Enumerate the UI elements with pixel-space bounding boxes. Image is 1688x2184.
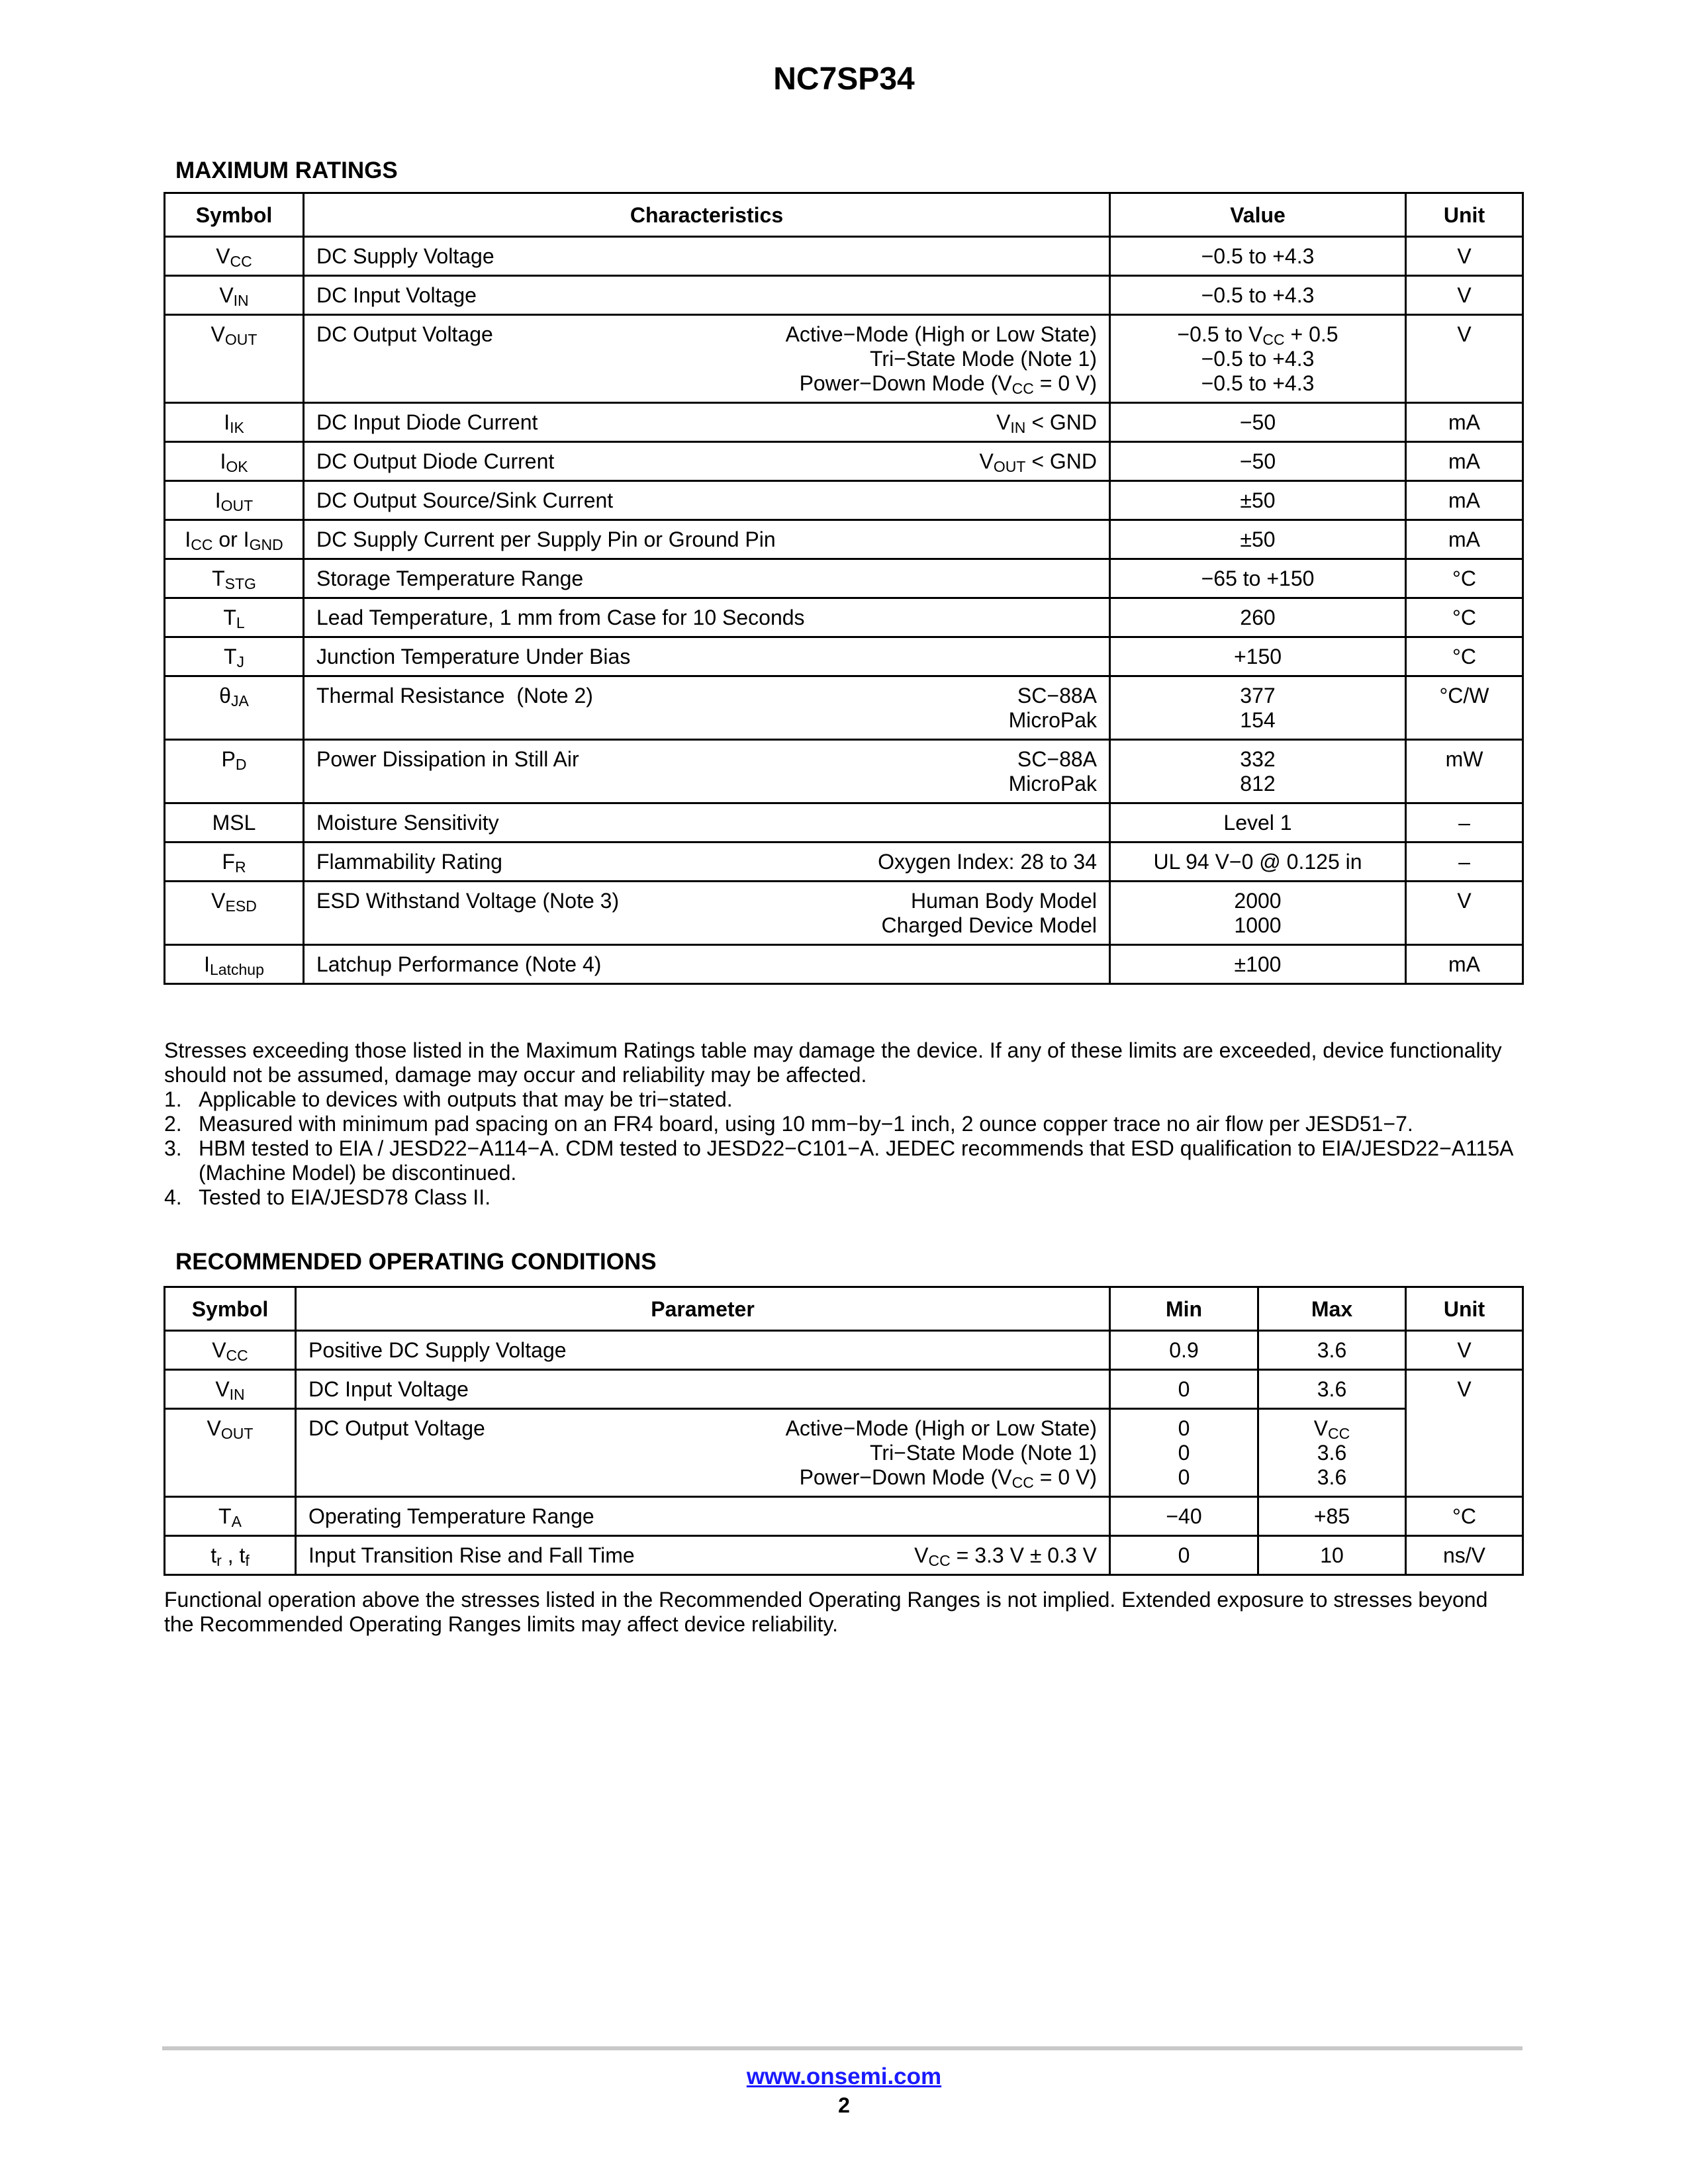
- characteristic-cell: Moisture Sensitivity: [304, 803, 1110, 842]
- value-cell: Level 1: [1110, 803, 1406, 842]
- footnote: 1. Applicable to devices with outputs that may be tri−stated.: [164, 1087, 733, 1111]
- value-cell: −0.5 to +4.3: [1110, 237, 1406, 276]
- symbol-cell: $V_{CC}$: [165, 1331, 296, 1370]
- symbol-cell: $I_{OK}$: [165, 442, 304, 481]
- table-row: [165, 315, 1523, 403]
- max-cell: 10: [1258, 1536, 1406, 1575]
- characteristic-cell: DC Input Voltage: [304, 276, 1110, 315]
- value-cell: 2000 1000: [1110, 882, 1406, 945]
- table-row: [165, 442, 1523, 481]
- symbol-cell: $I_{IK}$: [165, 403, 304, 442]
- footer-divider: [162, 2046, 1523, 2050]
- symbol-cell: $V_{ESD}$: [165, 882, 304, 945]
- table-row: [165, 1409, 1523, 1497]
- unit-cell: mA: [1406, 442, 1523, 481]
- table-row: [165, 559, 1523, 598]
- header-symbol: Symbol: [165, 193, 304, 237]
- table-row: [165, 276, 1523, 315]
- table-row: [165, 842, 1523, 882]
- table-row: [165, 882, 1523, 945]
- symbol-cell: $T_J$: [165, 637, 304, 676]
- page-title: NC7SP34: [773, 62, 915, 97]
- parameter-cell: Operating Temperature Range: [296, 1497, 1110, 1536]
- rec-conditions-note: [164, 1588, 1523, 1637]
- characteristic-cell: Thermal Resistance (Note 2) SC−88A MicroPak: [304, 676, 1110, 740]
- value-cell: −0.5 to $V_{CC} + 0.5$ −0.5 to +4.3 −0.5 to +4.3: [1110, 315, 1406, 403]
- characteristic-cell: Storage Temperature Range: [304, 559, 1110, 598]
- parameter-cell: DC Output Voltage Active−Mode (High or Low State) Tri−State Mode (Note 1) Power−Down Mode ($V_{CC} = 0$ V): [296, 1409, 1110, 1497]
- unit-cell: °C: [1406, 598, 1523, 637]
- symbol-cell: $I_{CC}$ or $I_{GND}$: [165, 520, 304, 559]
- max-cell: +85: [1258, 1497, 1406, 1536]
- functional-note: Functional operation above the stresses listed in the Recommended Operating Ranges is not implied. Extended exposure to stresses beyond the Recommended Operating Ranges limits may affect device reliability.: [164, 1588, 1488, 1636]
- min-cell: 0.9: [1110, 1331, 1258, 1370]
- characteristic-cell: DC Output Diode Current $V_{OUT}$ < GND: [304, 442, 1110, 481]
- value-cell: +150: [1110, 637, 1406, 676]
- header-max: Max: [1258, 1287, 1406, 1331]
- characteristic-cell: DC Output Source/Sink Current: [304, 481, 1110, 520]
- unit-cell: ns/V: [1406, 1536, 1523, 1575]
- symbol-cell: $T_{STG}$: [165, 559, 304, 598]
- symbol-cell: $T_L$: [165, 598, 304, 637]
- unit-cell: mA: [1406, 520, 1523, 559]
- rec-conditions-table: [164, 1286, 1524, 1576]
- header-characteristics: Characteristics: [304, 193, 1110, 237]
- characteristic-cell: Flammability Rating Oxygen Index: 28 to 34: [304, 842, 1110, 882]
- max-ratings-notes: [164, 1038, 1523, 1210]
- table-row: [165, 945, 1523, 984]
- symbol-cell: MSL: [165, 803, 304, 842]
- symbol-cell: $T_A$: [165, 1497, 296, 1536]
- symbol-cell: $P_D$: [165, 740, 304, 803]
- table-row: [165, 598, 1523, 637]
- symbol-cell: $I_{OUT}$: [165, 481, 304, 520]
- table-row: [165, 676, 1523, 740]
- unit-cell: V: [1406, 315, 1523, 403]
- rec-conditions-heading: RECOMMENDED OPERATING CONDITIONS: [175, 1249, 657, 1275]
- symbol-cell: $V_{OUT}$: [165, 1409, 296, 1497]
- footnote: 3. HBM tested to EIA / JESD22−A114−A. CDM tested to JESD22−C101−A. JEDEC recommends that ESD qualification to EIA/JESD22−A115A (Machine Model) be discontinued.: [164, 1136, 1513, 1185]
- unit-cell: –: [1406, 803, 1523, 842]
- characteristic-cell: DC Supply Current per Supply Pin or Ground Pin: [304, 520, 1110, 559]
- table-header-row: [165, 193, 1523, 237]
- condition-text: Active−Mode (High or Low State) Tri−State Mode (Note 1) Power−Down Mode ($V_{CC} = 0$ V): [785, 322, 1097, 397]
- table-row: [165, 1497, 1523, 1536]
- condition-text: SC−88A MicroPak: [1008, 684, 1097, 732]
- characteristic-cell: DC Supply Voltage: [304, 237, 1110, 276]
- value-cell: −50: [1110, 403, 1406, 442]
- characteristic-cell: DC Output Voltage Active−Mode (High or Low State) Tri−State Mode (Note 1) Power−Down Mode ($V_{CC} = 0$ V): [304, 315, 1110, 403]
- value-cell: ±100: [1110, 945, 1406, 984]
- value-cell: −65 to +150: [1110, 559, 1406, 598]
- table-row: [165, 403, 1523, 442]
- symbol-cell: $V_{IN}$: [165, 276, 304, 315]
- value-cell: ±50: [1110, 481, 1406, 520]
- value-cell: ±50: [1110, 520, 1406, 559]
- stress-note: Stresses exceeding those listed in the Maximum Ratings table may damage the device. If any of these limits are exceeded, device functionality should not be assumed, damage may occur and reliability may be affected.: [164, 1038, 1502, 1087]
- unit-cell: mA: [1406, 945, 1523, 984]
- unit-cell: V: [1406, 237, 1523, 276]
- characteristic-cell: Latchup Performance (Note 4): [304, 945, 1110, 984]
- unit-cell: °C: [1406, 559, 1523, 598]
- footer-website-link[interactable]: www.onsemi.com: [746, 2064, 942, 2089]
- header-unit: Unit: [1406, 193, 1523, 237]
- characteristic-cell: DC Input Diode Current $V_{IN}$ < GND: [304, 403, 1110, 442]
- symbol-cell: $V_{IN}$: [165, 1370, 296, 1409]
- characteristic-cell: Junction Temperature Under Bias: [304, 637, 1110, 676]
- table-row: [165, 1536, 1523, 1575]
- table-row: [165, 1370, 1523, 1409]
- value-cell: 377 154: [1110, 676, 1406, 740]
- unit-cell: V: [1406, 1331, 1523, 1370]
- unit-cell: V: [1406, 276, 1523, 315]
- characteristic-cell: ESD Withstand Voltage (Note 3) Human Body Model Charged Device Model: [304, 882, 1110, 945]
- condition-text: $V_{CC} = 3.3$ V ± 0.3 V: [914, 1543, 1097, 1569]
- min-cell: 0 0 0: [1110, 1409, 1258, 1497]
- unit-cell: °C: [1406, 1497, 1523, 1536]
- unit-cell: V: [1406, 882, 1523, 945]
- condition-text: Human Body Model Charged Device Model: [881, 889, 1097, 937]
- unit-cell: mA: [1406, 481, 1523, 520]
- unit-cell: °C: [1406, 637, 1523, 676]
- symbol-cell: $I_{Latchup}$: [165, 945, 304, 984]
- header-parameter: Parameter: [296, 1287, 1110, 1331]
- header-symbol: Symbol: [165, 1287, 296, 1331]
- condition-text: Oxygen Index: 28 to 34: [878, 850, 1097, 874]
- symbol-cell: $t_r$ , $t_f$: [165, 1536, 296, 1575]
- max-ratings-table: [164, 192, 1524, 985]
- condition-text: Active−Mode (High or Low State) Tri−State Mode (Note 1) Power−Down Mode ($V_{CC} = 0$ V): [785, 1416, 1097, 1491]
- header-value: Value: [1110, 193, 1406, 237]
- min-cell: −40: [1110, 1497, 1258, 1536]
- footnote-list: [164, 1087, 1523, 1210]
- table-row: [165, 637, 1523, 676]
- symbol-cell: $F_R$: [165, 842, 304, 882]
- max-ratings-heading: MAXIMUM RATINGS: [175, 158, 398, 183]
- min-cell: 0: [1110, 1536, 1258, 1575]
- header-min: Min: [1110, 1287, 1258, 1331]
- min-cell: 0: [1110, 1370, 1258, 1409]
- table-row: [165, 237, 1523, 276]
- value-cell: −0.5 to +4.3: [1110, 276, 1406, 315]
- unit-cell: –: [1406, 842, 1523, 882]
- symbol-cell: $V_{CC}$: [165, 237, 304, 276]
- max-cell: $V_{CC}$ 3.6 3.6: [1258, 1409, 1406, 1497]
- table-row: [165, 520, 1523, 559]
- unit-cell: °C/W: [1406, 676, 1523, 740]
- value-cell: UL 94 V−0 @ 0.125 in: [1110, 842, 1406, 882]
- footnote: 4. Tested to EIA/JESD78 Class II.: [164, 1185, 491, 1209]
- symbol-cell: $\theta_{JA}$: [165, 676, 304, 740]
- max-cell: 3.6: [1258, 1370, 1406, 1409]
- value-cell: 332 812: [1110, 740, 1406, 803]
- table-row: [165, 1331, 1523, 1370]
- footnote: 2. Measured with minimum pad spacing on an FR4 board, using 10 mm−by−1 inch, 2 ounce copper trace no air flow per JESD51−7.: [164, 1112, 1413, 1136]
- page-number: 2: [838, 2093, 850, 2117]
- symbol-cell: $V_{OUT}$: [165, 315, 304, 403]
- condition-text: $V_{IN}$ < GND: [996, 410, 1097, 436]
- characteristic-cell: Power Dissipation in Still Air SC−88A MicroPak: [304, 740, 1110, 803]
- table-row: [165, 481, 1523, 520]
- unit-cell: V: [1406, 1370, 1523, 1497]
- parameter-cell: Input Transition Rise and Fall Time $V_{CC} = 3.3$ V ± 0.3 V: [296, 1536, 1110, 1575]
- condition-text: $V_{OUT}$ < GND: [979, 449, 1097, 475]
- parameter-cell: DC Input Voltage: [296, 1370, 1110, 1409]
- header-unit: Unit: [1406, 1287, 1523, 1331]
- value-cell: 260: [1110, 598, 1406, 637]
- table-header-row: [165, 1287, 1523, 1331]
- characteristic-cell: Lead Temperature, 1 mm from Case for 10 Seconds: [304, 598, 1110, 637]
- unit-cell: mA: [1406, 403, 1523, 442]
- table-row: [165, 803, 1523, 842]
- max-cell: 3.6: [1258, 1331, 1406, 1370]
- table-row: [165, 740, 1523, 803]
- value-cell: −50: [1110, 442, 1406, 481]
- unit-cell: mW: [1406, 740, 1523, 803]
- condition-text: SC−88A MicroPak: [1008, 747, 1097, 796]
- parameter-cell: Positive DC Supply Voltage: [296, 1331, 1110, 1370]
